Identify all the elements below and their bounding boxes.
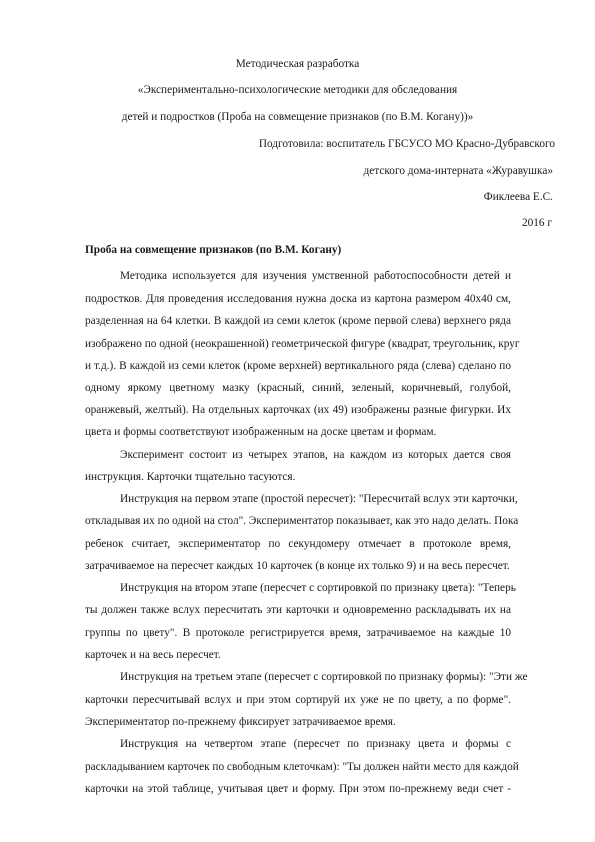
paragraph-line: ты должен также вслух пересчитать эти карточки и одновременно раскладывать их на [85, 604, 511, 616]
paragraph-line: Эксперимент состоит из четырех этапов, на каждом из которых дается своя [120, 449, 511, 461]
paragraph-line: изображено по одной (неокрашенной) геометрической фигуре (квадрат, треугольник, круг [85, 338, 520, 350]
document-year: 2016 г [521, 217, 552, 229]
paragraph-line: одному яркому цветному мазку (красный, синий, зеленый, коричневый, голубой, [85, 382, 511, 394]
author-line-2: детского дома-интерната «Журавушка» [363, 165, 553, 177]
paragraph-line: группы по цвету". В протоколе регистрируется время, затрачиваемое на каждые 10 [85, 627, 511, 639]
paragraph-line: затрачиваемое на пересчет каждых 10 карточек (в конце их только 9) и на весь пересчет. [85, 560, 510, 572]
document-subtitle-line-1: «Экспериментально-психологические методики для обследования [137, 84, 458, 96]
paragraph-line: раскладыванием карточек по свободным клеточкам): "Ты должен найти место для каждой [85, 761, 519, 773]
paragraph-line: Экспериментатор по-прежнему фиксирует затрачиваемое время. [85, 716, 396, 728]
paragraph-line: цвета и формы соответствуют изображенным на доске цветам и формам. [85, 426, 437, 438]
paragraph-line: оранжевый, желтый). На отдельных карточках (их 49) изображены разные фигурки. Их [85, 404, 511, 416]
author-line-1: Подготовила: воспитатель ГБСУСО МО Красно-Дубравского [258, 138, 555, 150]
paragraph-line: карточки на этой таблице, учитывая цвет и форму. При этом по-прежнему веди счет - [85, 783, 511, 795]
paragraph-line: Инструкция на первом этапе (простой пересчет): "Пересчитай вслух эти карточки, [120, 493, 518, 505]
section-heading: Проба на совмещение признаков (по В.М. Когану) [85, 244, 342, 256]
paragraph-line: подростков. Для проведения исследования нужна доска из картона размером 40x40 см, [85, 293, 511, 305]
document-title: Методическая разработка [235, 58, 360, 70]
paragraph-line: Инструкция на четвертом этапе (пересчет по признаку цвета и формы с [120, 738, 511, 750]
paragraph-line: разделенная на 64 клетки. В каждой из семи клеток (кроме первой слева) верхнего ряда [85, 315, 511, 327]
paragraph-line: ребенок считает, экспериментатор по секундомеру отмечает в протоколе время, [85, 538, 511, 550]
paragraph-line: инструкция. Карточки тщательно тасуются. [85, 471, 296, 483]
paragraph-line: и т.д.). В каждой из семи клеток (кроме верхней) вертикального ряда (слева) сделано по [85, 360, 511, 372]
author-name: Фиклеева Е.С. [483, 191, 553, 203]
document-subtitle-line-2: детей и подростков (Проба на совмещение признаков (по В.М. Когану))» [121, 111, 474, 123]
paragraph-line: Инструкция на третьем этапе (пересчет с сортировкой по признаку формы): "Эти же [120, 671, 528, 683]
paragraph-line: Инструкция на втором этапе (пересчет с сортировкой по признаку цвета): "Теперь [120, 582, 516, 594]
paragraph-line: карточки пересчитывай вслух и при этом сортируй их уже не по цвету, а по форме". [85, 694, 511, 706]
paragraph-line: Методика используется для изучения умственной работоспособности детей и [120, 270, 511, 282]
paragraph-line: откладывая их по одной на стол". Экспериментатор показывает, как это надо делать. Пока [85, 515, 519, 527]
paragraph-line: карточек и на весь пересчет. [85, 649, 221, 661]
